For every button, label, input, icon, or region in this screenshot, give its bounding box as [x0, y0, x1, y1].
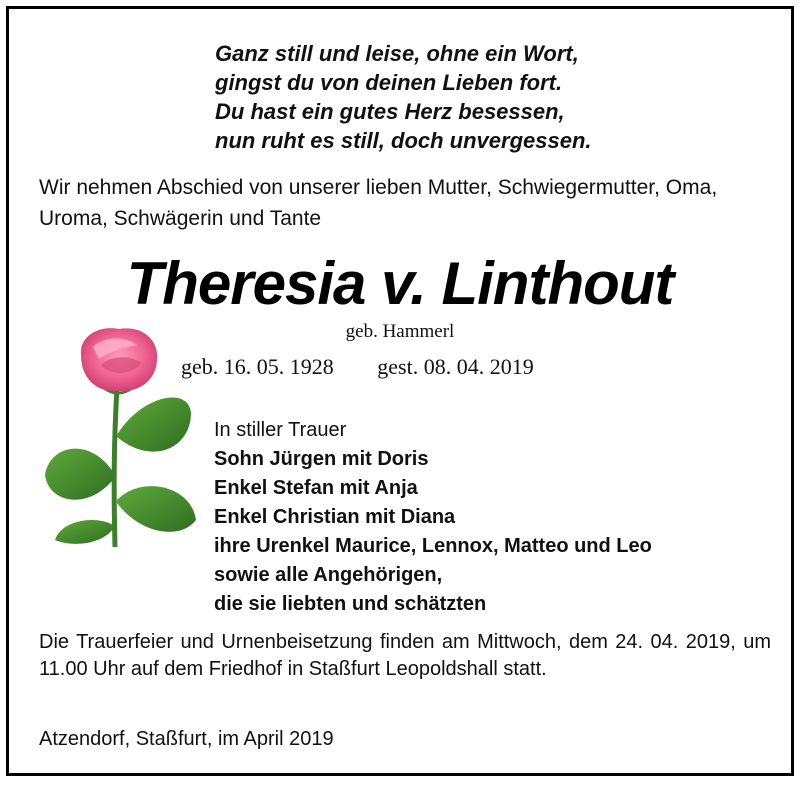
mourner-item: ihre Urenkel Maurice, Lennox, Matteo und Leo	[214, 535, 652, 557]
poem-line: Du hast ein gutes Herz besessen,	[215, 99, 565, 124]
obituary-notice	[6, 6, 794, 776]
mourner-item: Enkel Christian mit Diana	[214, 506, 456, 528]
mourner-item: Enkel Stefan mit Anja	[214, 477, 418, 499]
mourner-item: Sohn Jürgen mit Doris	[214, 448, 429, 470]
life-dates	[181, 353, 741, 381]
mourners-list	[214, 416, 774, 619]
death-date: gest. 08. 04. 2019	[377, 354, 534, 379]
mourning-lead: In stiller Trauer	[214, 419, 347, 441]
birth-date: geb. 16. 05. 1928	[181, 354, 334, 379]
poem-line: nun ruht es still, doch unvergessen.	[215, 128, 592, 153]
deceased-name: Theresia v. Linthout	[126, 250, 674, 317]
birth-name: geb. Hammerl	[345, 321, 455, 342]
ceremony-info: Die Trauerfeier und Urnenbeisetzung finden am Mittwoch, dem 24. 04. 2019, um 11.00 Uhr auf dem Friedhof in Staßfurt Leopoldshall statt.	[39, 631, 771, 680]
poem-line: Ganz still und leise, ohne ein Wort,	[215, 41, 579, 66]
place-date: Atzendorf, Staßfurt, im April 2019	[39, 728, 334, 750]
mourner-item: sowie alle Angehörigen,	[214, 564, 443, 586]
poem	[215, 39, 735, 155]
pink-rose-icon	[41, 325, 201, 547]
mourner-item: die sie liebten und schätzten	[214, 593, 487, 615]
intro-text: Wir nehmen Abschied von unserer lieben Mutter, Schwiegermutter, Oma, Uroma, Schwägerin und Tante	[39, 176, 718, 230]
poem-line: gingst du von deinen Lieben fort.	[215, 70, 563, 95]
